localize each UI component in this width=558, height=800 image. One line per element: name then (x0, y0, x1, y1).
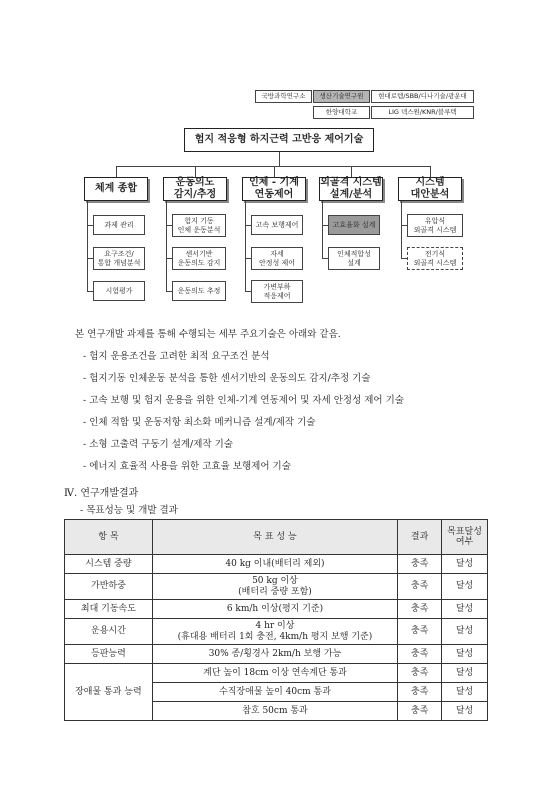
cell-goal: 6 km/h 이상(평지 기준) (152, 600, 397, 619)
cell-goal: 계단 높이 18cm 이상 연속계단 통과 (152, 664, 397, 683)
org-add: 국방과학연구소 (255, 90, 312, 103)
header-goal: 목 표 성 능 (152, 520, 397, 555)
diagram-top-title: 험지 적응형 하지근력 고반응 제어기술 (184, 128, 374, 152)
category-alternative-analysis: 시스템 대안분석 (398, 177, 462, 201)
cell-result: 충족 (398, 645, 442, 664)
table-row (65, 555, 488, 574)
connector (166, 201, 167, 291)
category-system-integration: 체계 종합 (84, 177, 148, 201)
cell-goal: 50 kg 이상 (배터리 중량 포함) (152, 574, 397, 600)
bullet-item: - 고속 보행 및 험지 운용을 위한 인체-기계 연동제어 및 자세 안정성 제어 기술 (83, 395, 404, 406)
connector (87, 201, 88, 291)
connector (274, 166, 275, 177)
cell-result: 충족 (398, 702, 442, 721)
sub-hydraulic-exoskeleton: 유압식 외골격 시스템 (407, 214, 463, 237)
bullet-item: - 에너지 효율적 사용을 위한 고효율 보행제어 기술 (83, 461, 291, 472)
sub-posture-stability: 자세 안정성 제어 (251, 247, 303, 270)
cell-achieve: 달성 (442, 683, 488, 702)
org-hyundai-rotem: 현대로템/SBB/디나기술/광운대 (371, 90, 474, 103)
category-motion-intent: 운동의도 감지/추정 (163, 177, 227, 201)
table-header-row (65, 520, 488, 555)
bullet-item: - 인체 적합 및 운동저항 최소화 메커니즘 설계/제작 기술 (83, 417, 316, 428)
sub-test-evaluation: 시험평가 (93, 281, 145, 301)
cell-result: 충족 (398, 664, 442, 683)
cell-achieve: 달성 (442, 619, 488, 645)
cell-goal: 40 kg 이내(배터리 제외) (152, 555, 397, 574)
cell-achieve: 달성 (442, 645, 488, 664)
cell-achieve: 달성 (442, 702, 488, 721)
table-row (65, 600, 488, 619)
table-row (65, 574, 488, 600)
table-row (65, 645, 488, 664)
connector (351, 166, 352, 177)
cell-result: 충족 (398, 683, 442, 702)
cell-item: 가반하중 (65, 574, 153, 600)
cell-achieve: 달성 (442, 574, 488, 600)
results-table (64, 519, 488, 721)
cell-result: 충족 (398, 619, 442, 645)
connector (116, 166, 117, 177)
bullet-item: - 험지기동 인체운동 분석을 통한 센서기반의 운동의도 감지/추정 기술 (83, 373, 371, 384)
bullet-item: - 험지 운용조건을 고려한 최적 요구조건 분석 (83, 351, 270, 362)
subsection-title: - 목표성능 및 개발 결과 (80, 505, 178, 516)
org-kitech: 생산기술연구원 (313, 90, 370, 103)
connector (430, 166, 431, 177)
category-human-machine: 인체 - 기계 연동제어 (242, 177, 306, 201)
sub-project-management: 과제 관리 (93, 215, 145, 235)
sub-sensor-intent-detection: 센서기반 운동의도 감지 (172, 247, 226, 270)
sub-fast-walking-control: 고속 보행제어 (251, 215, 303, 235)
cell-item: 시스템 중량 (65, 555, 153, 574)
org-hanyang: 한양대학교 (313, 106, 370, 119)
sub-requirement-analysis: 요구조건/ 통합 개념분석 (93, 247, 145, 270)
section-title: Ⅳ. 연구개발결과 (64, 488, 139, 499)
cell-achieve: 달성 (442, 664, 488, 683)
cell-goal: 참호 50cm 통과 (152, 702, 397, 721)
cell-achieve: 달성 (442, 600, 488, 619)
table-row (65, 619, 488, 645)
cell-goal: 수직장애물 높이 40cm 통과 (152, 683, 397, 702)
connector (401, 201, 402, 258)
sub-terrain-motion-analysis: 험지 기동 인체 운동분석 (172, 214, 226, 237)
header-result: 결과 (398, 520, 442, 555)
connector (116, 166, 430, 167)
connector (195, 166, 196, 177)
category-exoskeleton-design: 외골격 시스템 설계/분석 (320, 176, 382, 200)
org-lig-nex1: LIG 넥스원/KNR/블루텍 (371, 106, 474, 119)
sub-variable-load-control: 가변부하 적응제어 (251, 280, 303, 303)
cell-item: 운용시간 (65, 619, 153, 645)
header-item: 항 목 (65, 520, 153, 555)
cell-item: 장애물 통과 능력 (65, 664, 153, 721)
cell-result: 충족 (398, 600, 442, 619)
table-row (65, 664, 488, 683)
cell-achieve: 달성 (442, 555, 488, 574)
sub-electric-exoskeleton: 전기식 외골격 시스템 (407, 247, 463, 270)
sub-intent-estimation: 운동의도 추정 (172, 281, 226, 301)
cell-result: 충족 (398, 555, 442, 574)
connector (279, 152, 280, 166)
intro-text: 본 연구개발 과제를 통해 수행되는 세부 주요기술은 아래와 같음. (75, 329, 341, 340)
sub-ergonomic-design: 인체적합성 설계 (328, 247, 380, 270)
sub-high-efficiency-design: 고효율화 설계 (328, 215, 380, 235)
cell-goal: 30% 종/횡경사 2km/h 보행 가능 (152, 645, 397, 664)
cell-item: 최대 기동속도 (65, 600, 153, 619)
cell-item: 등판능력 (65, 645, 153, 664)
bullet-item: - 소형 고출력 구동기 설계/제작 기술 (83, 439, 233, 450)
connector (245, 201, 246, 291)
header-achieve: 목표달성 여부 (442, 520, 488, 555)
connector (322, 201, 323, 258)
cell-goal: 4 hr 이상 (휴대용 배터리 1회 충전, 4km/h 평지 보행 기준) (152, 619, 397, 645)
cell-result: 충족 (398, 574, 442, 600)
